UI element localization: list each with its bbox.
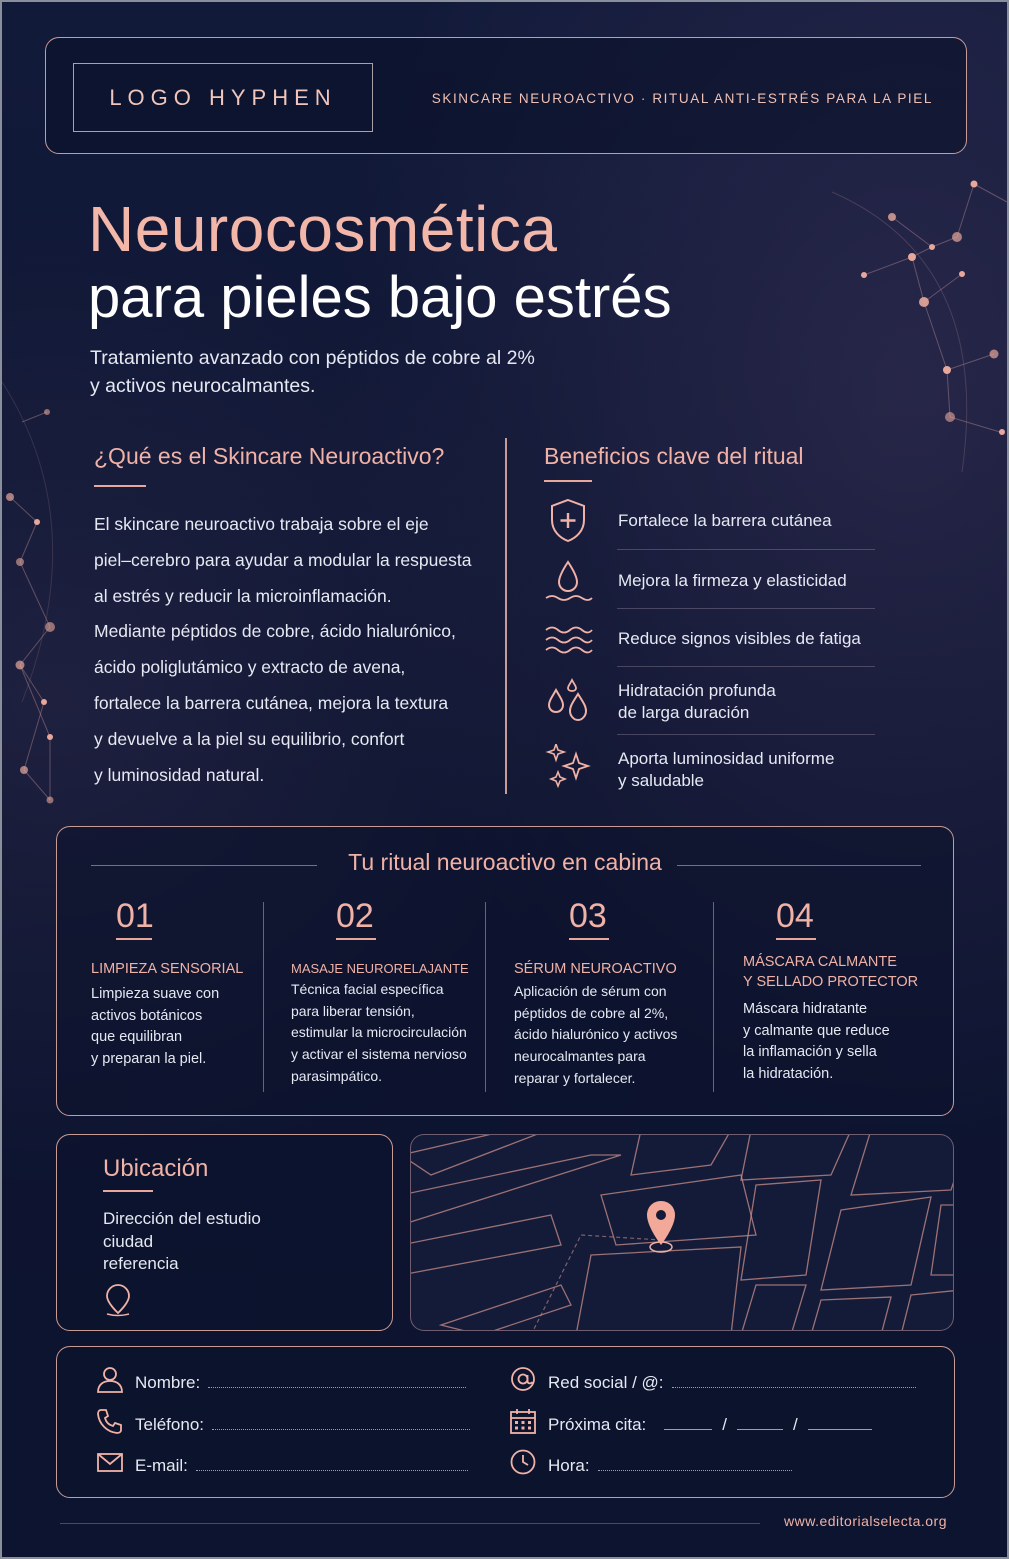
benefit-text: Mejora la firmeza y elasticidad [618,571,847,590]
step-body-line: activos botánicos [91,1007,203,1024]
hero-title-line2: para pieles bajo estrés [88,265,672,330]
appointment-month-field[interactable] [737,1429,783,1430]
step-body-line: la hidratación. [743,1066,834,1083]
appointment-day-field[interactable] [664,1429,712,1430]
benefit-item [542,618,874,670]
location-map[interactable] [410,1134,954,1331]
step-body-line: la inflamación y sella [743,1044,877,1061]
email-field[interactable] [196,1470,468,1471]
phone-label: Teléfono: [135,1415,204,1434]
benefit-item [542,744,874,796]
calendar-icon [508,1407,538,1435]
benefit-text-line2: de larga duración [618,703,750,722]
step-body-line: Técnica facial específica [291,981,444,997]
step-body [91,984,281,1071]
column-divider [505,438,507,794]
reference-line: referencia [103,1254,179,1273]
benefit-text: Fortalece la barrera cutánea [618,511,832,530]
benefit-text [618,748,834,792]
step-number-underline [776,938,816,940]
benefit-item [542,498,874,550]
user-icon [95,1365,125,1393]
step-body-line: parasimpático. [291,1067,383,1084]
name-row [95,1365,466,1393]
ritual-step [116,897,154,940]
benefit-text-line2: y saludable [618,771,705,790]
benefit-text: Reduce signos visibles de fatiga [618,629,861,648]
step-body-line: Aplicación de sérum con [514,983,667,999]
city-line: ciudad [103,1231,154,1251]
footer-divider [60,1523,760,1524]
step-body-line: Limpieza suave con [91,986,220,1002]
step-title: MASAJE NEURORELAJANTE [291,961,469,976]
benefit-item [542,558,874,610]
hero-subtitle-line2: y activos neurocalmantes. [90,375,316,397]
appointment-row [508,1407,872,1435]
appointment-label: Próxima cita: [548,1415,647,1434]
what-body [94,507,494,793]
what-line: fortalece la barrera cutánea, mejora la textura [94,692,449,713]
step-title-line2: Y SELLADO PROTECTOR [743,974,919,990]
step-divider [485,902,486,1092]
name-field[interactable] [208,1387,466,1388]
social-label: Red social / @: [548,1373,664,1392]
time-label: Hora: [548,1456,590,1475]
step-body-line: y calmante que reduce [743,1022,890,1039]
phone-field[interactable] [212,1429,470,1430]
date-separator: / [722,1415,727,1434]
step-title: SÉRUM NEUROACTIVO [514,961,677,977]
step-body-line: reparar y fortalecer. [514,1069,636,1086]
step-body-line: y preparan la piel. [91,1051,207,1068]
location-panel [56,1134,393,1331]
step-body [743,999,943,1086]
ritual-step [776,897,816,940]
benefit-divider [617,666,875,667]
step-number: 04 [776,897,814,935]
logo: LOGO HYPHEN [73,63,373,132]
step-title: LIMPIEZA SENSORIAL [91,961,244,977]
location-heading: Ubicación [103,1155,209,1182]
step-number: 02 [336,897,374,935]
benefit-divider [617,549,875,550]
ritual-panel [56,826,954,1116]
step-title-line1: MÁSCARA CALMANTE [743,954,897,970]
benefit-divider [617,734,875,735]
step-body-line: estimular la microcirculación [291,1024,467,1041]
social-field[interactable] [672,1387,916,1388]
appointment-year-field[interactable] [808,1429,872,1430]
droplets-icon [542,678,594,724]
contact-form [56,1346,955,1498]
hero-subtitle [90,344,690,400]
phone-row [95,1407,470,1435]
step-body-line: ácido hialurónico y activos [514,1026,678,1043]
time-field[interactable] [598,1470,792,1471]
what-line: y devuelve a la piel su equilibrio, confort [94,728,405,749]
step-number-underline [569,938,609,940]
step-number-underline [336,938,376,940]
step-number-underline [116,938,152,940]
what-heading-underline [94,485,146,487]
step-body-line: para liberar tensión, [291,1002,415,1019]
shield-icon [542,498,594,544]
clock-icon [508,1448,538,1476]
address-line: Dirección del estudio [103,1209,261,1228]
map-streets [411,1135,954,1331]
location-heading-underline [103,1190,153,1192]
what-line: piel–cerebro para ayudar a modular la respuesta [94,549,472,570]
date-separator: / [792,1415,798,1434]
phone-icon [95,1407,125,1435]
benefit-text [618,680,776,724]
what-line: al estrés y reducir la microinflamación. [94,585,392,606]
step-body [291,979,491,1088]
what-line: Mediante péptidos de cobre, ácido hialurónico, [94,621,456,642]
email-row [95,1448,468,1476]
step-body-line: Máscara hidratante [743,1001,868,1017]
what-heading: ¿Qué es el Skincare Neuroactivo? [94,443,445,469]
step-number: 01 [116,897,154,935]
benefit-divider [617,608,875,609]
name-label: Nombre: [135,1373,201,1392]
step-divider [713,902,714,1092]
step-number: 03 [569,897,607,935]
benefits-heading: Beneficios clave del ritual [544,443,804,469]
ritual-step [569,897,609,940]
drop-waves-icon [542,558,594,604]
location-pin-icon [103,1283,133,1317]
benefit-item [542,678,874,736]
mail-icon [95,1448,125,1476]
what-line: ácido poliglutámico y extracto de avena, [94,657,406,678]
at-icon [508,1365,538,1393]
hero-subtitle-line1: Tratamiento avanzado con péptidos de cobre al 2% [90,347,535,369]
header-bar [45,37,967,154]
sparkles-icon [542,744,594,790]
footer-url[interactable]: www.editorialselecta.org [784,1513,947,1529]
location-address [103,1208,261,1276]
waves-icon [542,618,594,664]
step-body [514,981,714,1090]
ritual-step [336,897,376,940]
time-row [508,1448,792,1476]
benefit-text-line1: Hidratación profunda [618,681,776,700]
benefit-text-line1: Aporta luminosidad uniforme [618,749,835,768]
social-row [508,1365,916,1393]
what-line: El skincare neuroactivo trabaja sobre el eje [94,514,429,534]
what-line: y luminosidad natural. [94,764,265,785]
step-body-line: que equilibran [91,1029,183,1046]
header-tagline: SKINCARE NEUROACTIVO · RITUAL ANTI-ESTRÉS PARA LA PIEL [431,91,933,106]
ritual-title: Tu ritual neuroactivo en cabina [348,849,662,875]
hero-title-line1: Neurocosmética [88,193,558,265]
step-divider [263,902,264,1092]
step-body-line: neurocalmantes para [514,1048,646,1065]
ritual-title-line-right [677,865,921,866]
benefits-heading-underline [544,480,592,482]
email-label: E-mail: [135,1456,188,1475]
step-body-line: y activar el sistema nervioso [291,1046,467,1063]
step-body-line: péptidos de cobre al 2%, [514,1004,669,1021]
step-title [743,952,943,992]
